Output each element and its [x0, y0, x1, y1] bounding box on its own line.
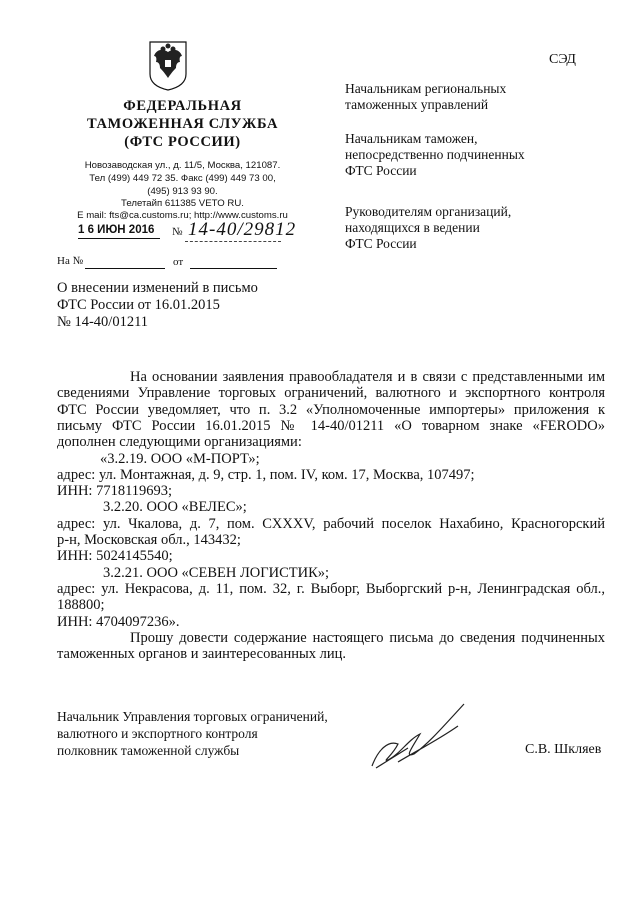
- body-line: ИНН: 4704097236».: [57, 613, 180, 630]
- address-line: Новозаводская ул., д. 11/5, Москва, 121087.: [84, 160, 281, 171]
- email-line: E mail: fts@ca.customs.ru; http://www.customs.ru: [77, 210, 288, 221]
- recipient-line: ФТС России: [345, 236, 417, 251]
- ref-date-blank: [190, 268, 277, 269]
- ref-number-label: На №: [57, 255, 84, 267]
- body-line: «3.2.19. ООО «М-ПОРТ»;: [100, 450, 260, 467]
- number-label: №: [172, 226, 183, 238]
- recipient-block: [345, 81, 506, 113]
- position-line: валютного и экспортного контроля: [57, 726, 258, 741]
- body-line: 3.2.21. ООО «СЕВЕН ЛОГИСТИК»;: [103, 564, 330, 581]
- signatory-name: С.В. Шкляев: [525, 742, 602, 757]
- phone-line: Тел (499) 449 72 35. Факс (499) 449 73 00,: [89, 173, 276, 184]
- body-line: сведениями Управление торговых ограничений, валютного и экспортного контроля: [57, 385, 605, 402]
- handwritten-signature: [368, 700, 468, 772]
- body-line: 188800;: [57, 597, 105, 614]
- sed-stamp: СЭД: [549, 52, 576, 67]
- body-line: ИНН: 5024145540;: [57, 548, 173, 565]
- recipient-line: Начальникам таможен,: [345, 131, 478, 146]
- subject: [57, 280, 258, 331]
- body-line: На основании заявления правообладателя и в связи с представленными им: [130, 369, 605, 385]
- ref-number-blank: [85, 268, 165, 269]
- recipient-block: [345, 204, 511, 252]
- position-line: полковник таможенной службы: [57, 743, 240, 758]
- subject-line: № 14-40/01211: [57, 314, 149, 330]
- subject-line: ФТС России от 16.01.2015: [57, 297, 220, 313]
- body-line: р-н, Московская обл., 143432;: [57, 532, 241, 548]
- recipient-line: находящихся в ведении: [345, 220, 480, 235]
- recipient-line: Начальникам региональных: [345, 81, 507, 96]
- body-line: адрес: ул. Чкалова, д. 7, пом. CXXXV, рабочий поселок Нахабино, Красногорский: [57, 515, 605, 532]
- coat-of-arms-icon: [148, 40, 188, 92]
- recipient-line: таможенных управлений: [345, 97, 489, 112]
- phone-line: (495) 913 93 90.: [147, 186, 218, 197]
- signatory-position: [57, 708, 328, 759]
- org-name-line: (ФТС РОССИИ): [124, 134, 241, 150]
- body-line: 3.2.20. ООО «ВЕЛЕС»;: [103, 499, 247, 516]
- body-line: дополнен следующими организациями:: [57, 434, 302, 451]
- recipient-line: непосредственно подчиненных: [345, 147, 525, 162]
- subject-line: О внесении изменений в письмо: [57, 280, 258, 296]
- ref-date-label: от: [173, 256, 184, 268]
- teletype-line: Телетайп 611385 VETO RU.: [121, 198, 244, 209]
- body-line: Прошу довести содержание настоящего письма до сведения подчиненных: [130, 629, 605, 646]
- body-line: адрес: ул. Монтажная, д. 9, стр. 1, пом. IV, ком. 17, Москва, 107497;: [57, 466, 475, 483]
- number-underline: [185, 241, 281, 242]
- body-line: адрес: ул. Некрасова, д. 11, пом. 32, г. Выборг, Выборгский р-н, Ленинградская обл.,: [57, 580, 605, 597]
- recipient-line: ФТС России: [345, 163, 417, 178]
- body-line: письму ФТС России 16.01.2015 № 14-40/01211 «О товарном знаке «FERODO»: [57, 417, 605, 434]
- recipient-line: Руководителям организаций,: [345, 204, 512, 219]
- document-date: 1 6 ИЮН 2016: [78, 224, 160, 239]
- position-line: Начальник Управления торговых ограничений,: [57, 709, 328, 724]
- org-name-line: ФЕДЕРАЛЬНАЯ: [123, 98, 242, 114]
- org-name-line: ТАМОЖЕННАЯ СЛУЖБА: [86, 116, 279, 132]
- body-line: ФТС России уведомляет, что п. 3.2 «Уполномоченные импортеры» приложения к: [57, 401, 605, 418]
- recipient-block: [345, 131, 525, 179]
- document-number: 14-40/29812: [188, 219, 297, 240]
- body-line: таможенных органов и заинтересованных лиц.: [57, 646, 346, 663]
- body-line: ИНН: 7718119693;: [57, 483, 173, 500]
